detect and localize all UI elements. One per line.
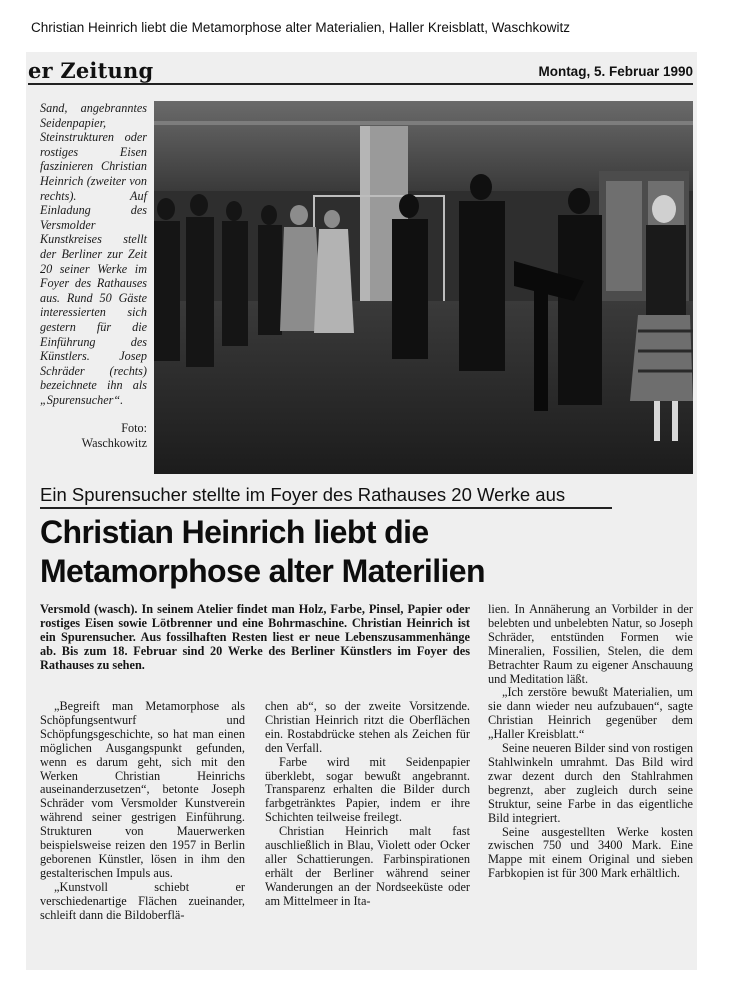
kicker-rule bbox=[40, 507, 612, 509]
masthead-rule bbox=[28, 83, 693, 85]
photo-caption: Sand, angebranntes Seidenpapier, Steinstrukturen oder rostiges Eisen faszinieren Christian Heinrich (zweiter von rechts). Auf Einladung des Versmolder Kunstkreises stellt der Berliner zur Zeit 20 seiner Werke im Foyer des Rathauses aus. Rund 50 Gäste interessierten sich gestern für die Einführung des Künstlers. Josep Schräder (rechts) bezeichnete ihn als „Spurensucher“. bbox=[40, 101, 147, 407]
paragraph: Seine neueren Bilder sind von rostigen Stahlwinkeln umrahmt. Das Bild wird zwar dezent durch den Stahlrahmen begrenzt, aber zugleich durch seine Struktur, seine Farbe in das eigentliche Bild integriert. bbox=[488, 741, 693, 825]
article-kicker: Ein Spurensucher stellte im Foyer des Rathauses 20 Werke aus bbox=[40, 484, 566, 505]
newspaper-date: Montag, 5. Februar 1990 bbox=[538, 64, 693, 79]
photo-credit-name: Waschkowitz bbox=[81, 435, 147, 450]
photo-credit-label: Foto: bbox=[121, 421, 147, 435]
paragraph-continued: lien. In Annäherung an Vorbilder in der belebten und unbelebten Natur, so Joseph Schräder, entstünden Formen wie Mineralien, Fossilien, Stelen, die dem Betrachter Raum zu eigener Anschauung und Meditation läßt. bbox=[488, 602, 693, 686]
article-headline bbox=[40, 513, 680, 591]
paragraph: Christian Heinrich malt fast auschließlich in Blau, Violett oder Ocker aller Schattierungen. Farbinspirationen erhält der Berliner während seiner Wanderungen an der Nordseeküste oder am Mittelmeer in Ita- bbox=[265, 824, 470, 908]
photo-credit bbox=[40, 421, 147, 450]
newspaper-masthead: er Zeitung bbox=[28, 58, 154, 83]
paragraph-continued: chen ab“, so der zweite Vorsitzende. Christian Heinrich ritzt die Oberflächen ein. Rostabdrücke stehen als Zeichen für den Verfall. bbox=[265, 699, 470, 755]
paragraph: „Ich zerstöre bewußt Materialien, um sie dann wieder neu aufzubauen“, sagte Christian Heinrich gegenüber dem „Haller Kreisblatt.“ bbox=[488, 685, 693, 742]
paragraph: „Begreift man Metamorphose als Schöpfungsentwurf und Schöpfungsgeschichte, so hat man einen möglichen Ausgangspunkt gefunden, wenn es darum geht, sich mit den Werken Christian Heinrichs auseinanderzusetzen“, betonte Joseph Schräder vom Versmolder Kunstverein während seiner gestrigen Einführung. Strukturen von Mauerwerken beispielsweise reizen den 1957 in Berlin geborenen Künstler, lösen in ihm den gestalterischen Impuls aus. bbox=[40, 699, 245, 880]
article-column-1 bbox=[40, 700, 245, 923]
paragraph: Seine ausgestellten Werke kosten zwischen 750 und 3400 Mark. Eine Mappe mit einem Original und sieben Farbkopien ist für 300 Mark erhältlich. bbox=[488, 824, 693, 881]
article-column-3 bbox=[488, 603, 693, 881]
event-photo-illustration bbox=[154, 101, 693, 474]
headline-line-2: Metamorphose alter Materilien bbox=[40, 553, 485, 589]
article-lead: Versmold (wasch). In seinem Atelier findet man Holz, Farbe, Pinsel, Papier oder rostiges Eisen sowie Lötbrenner und eine Bohrmaschine. Christian Heinrich ist ein Spurensucher. Aus fossilhaften Resten liest er neue Lebenszusammenhänge ab. Bis zum 18. Februar sind 20 Werke des Berliner Künstlers im Foyer des Rathauses zu sehen. bbox=[40, 602, 470, 672]
headline-line-1: Christian Heinrich liebt die bbox=[40, 514, 429, 550]
event-photo bbox=[154, 101, 693, 474]
article-column-2 bbox=[265, 700, 470, 909]
document-caption: Christian Heinrich liebt die Metamorphose alter Materialien, Haller Kreisblatt, Waschkowitz bbox=[31, 20, 570, 35]
paragraph: Farbe wird mit Seidenpapier überklebt, sogar bewußt angebrannt. Transparenz erhalten die Bilder durch farbgetränktes Papier, indem er ihre Schichten teilweise freilegt. bbox=[265, 754, 470, 825]
paragraph: „Kunstvoll schiebt er verschiedenartige Flächen zueinander, schleift dann die Bildoberflä- bbox=[40, 879, 245, 922]
